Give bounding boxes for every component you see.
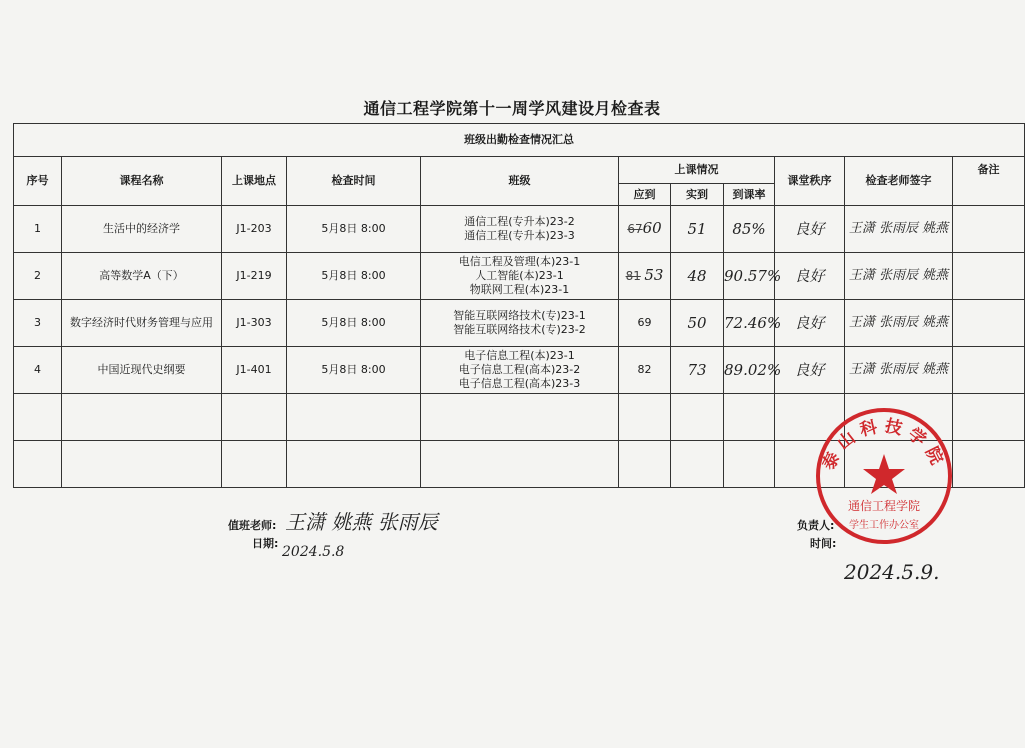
header-attendance: 上课情况 [619, 157, 775, 184]
cell-actual: 51 [671, 206, 724, 253]
cell-time: 5月8日 8:00 [287, 206, 421, 253]
cell-class [421, 347, 619, 394]
cell-expected [619, 206, 671, 253]
class-line: 通信工程(专升本)23-2 [464, 215, 575, 228]
header-expected: 应到 [619, 184, 671, 206]
struck-value: 81 [625, 269, 641, 283]
cell-order: 良好 [775, 253, 845, 300]
cell-expected [619, 253, 671, 300]
class-line: 智能互联网络技术(专)23-2 [453, 323, 586, 336]
date-value: 2024.5.8 [282, 544, 345, 560]
cell-room: J1-203 [222, 206, 287, 253]
expected-value: 53 [644, 266, 664, 284]
cell-signature: 王潇 张雨辰 姚燕 [845, 253, 953, 300]
star-icon [863, 454, 905, 494]
date-label: 日期: [252, 537, 279, 550]
class-line: 电信工程及管理(本)23-1 [458, 255, 581, 268]
cell-remark [953, 206, 1025, 253]
cell-room: J1-401 [222, 347, 287, 394]
cell-expected: 82 [619, 347, 671, 394]
expected-value: 60 [642, 219, 662, 237]
cell-rate: 85% [724, 206, 775, 253]
header-rate: 到课率 [724, 184, 775, 206]
cell-class [421, 206, 619, 253]
header-time: 检查时间 [287, 157, 421, 206]
cell-time: 5月8日 8:00 [287, 347, 421, 394]
header-class: 班级 [421, 157, 619, 206]
cell-seq: 1 [14, 206, 62, 253]
cell-actual: 48 [671, 253, 724, 300]
cell-actual: 73 [671, 347, 724, 394]
cell-remark [953, 347, 1025, 394]
cell-seq: 2 [14, 253, 62, 300]
header-remark: 备注 [953, 157, 1025, 206]
class-line: 电子信息工程(高本)23-2 [458, 363, 581, 376]
class-line: 电子信息工程(高本)23-3 [458, 377, 581, 390]
cell-signature: 王潇 张雨辰 姚燕 [845, 300, 953, 347]
header-seq: 序号 [14, 157, 62, 206]
class-line: 电子信息工程(本)23-1 [464, 349, 575, 362]
table-row [14, 206, 1025, 253]
cell-time: 5月8日 8:00 [287, 300, 421, 347]
class-line: 智能互联网络技术(专)23-1 [453, 309, 586, 322]
struck-value: 67 [627, 222, 643, 236]
cell-expected: 69 [619, 300, 671, 347]
cell-rate: 72.46% [724, 300, 775, 347]
cell-course: 中国近现代史纲要 [62, 347, 222, 394]
class-line: 通信工程(专升本)23-3 [464, 229, 575, 242]
duty-teacher-signature: 王潇 姚燕 张雨辰 [285, 510, 438, 534]
cell-signature: 王潇 张雨辰 姚燕 [845, 347, 953, 394]
cell-rate: 90.57% [724, 253, 775, 300]
cell-time: 5月8日 8:00 [287, 253, 421, 300]
table-row [14, 300, 1025, 347]
cell-course: 高等数学A（下） [62, 253, 222, 300]
seal-text-bottom: 学生工作办公室 [849, 520, 919, 531]
class-line: 物联网工程(本)23-1 [469, 283, 570, 296]
responsible-label: 负责人: [797, 519, 835, 532]
cell-seq: 3 [14, 300, 62, 347]
cell-remark [953, 253, 1025, 300]
duty-teacher-label: 值班老师: [228, 519, 277, 532]
cell-course: 数字经济时代财务管理与应用 [62, 300, 222, 347]
table-caption: 班级出勤检查情况汇总 [14, 124, 1025, 157]
cell-course: 生活中的经济学 [62, 206, 222, 253]
seal-text-center: 通信工程学院 [847, 499, 921, 513]
table-row [14, 347, 1025, 394]
time-value: 2024.5.9. [844, 560, 940, 584]
cell-class [421, 253, 619, 300]
table-row [14, 253, 1025, 300]
cell-actual: 50 [671, 300, 724, 347]
header-signature: 检查老师签字 [845, 157, 953, 206]
header-room: 上课地点 [222, 157, 287, 206]
seal-text-top: 泰山科技学院 [818, 416, 950, 474]
cell-signature: 王潇 张雨辰 姚燕 [845, 206, 953, 253]
class-line: 人工智能(本)23-1 [475, 269, 564, 282]
cell-order: 良好 [775, 347, 845, 394]
cell-room: J1-219 [222, 253, 287, 300]
cell-class [421, 300, 619, 347]
header-course: 课程名称 [62, 157, 222, 206]
time-label: 时间: [810, 537, 837, 550]
header-order: 课堂秩序 [775, 157, 845, 206]
cell-remark [953, 300, 1025, 347]
cell-rate: 89.02% [724, 347, 775, 394]
cell-room: J1-303 [222, 300, 287, 347]
cell-seq: 4 [14, 347, 62, 394]
cell-order: 良好 [775, 300, 845, 347]
cell-order: 良好 [775, 206, 845, 253]
page-title: 通信工程学院第十一周学风建设月检查表 [363, 99, 661, 118]
header-actual: 实到 [671, 184, 724, 206]
